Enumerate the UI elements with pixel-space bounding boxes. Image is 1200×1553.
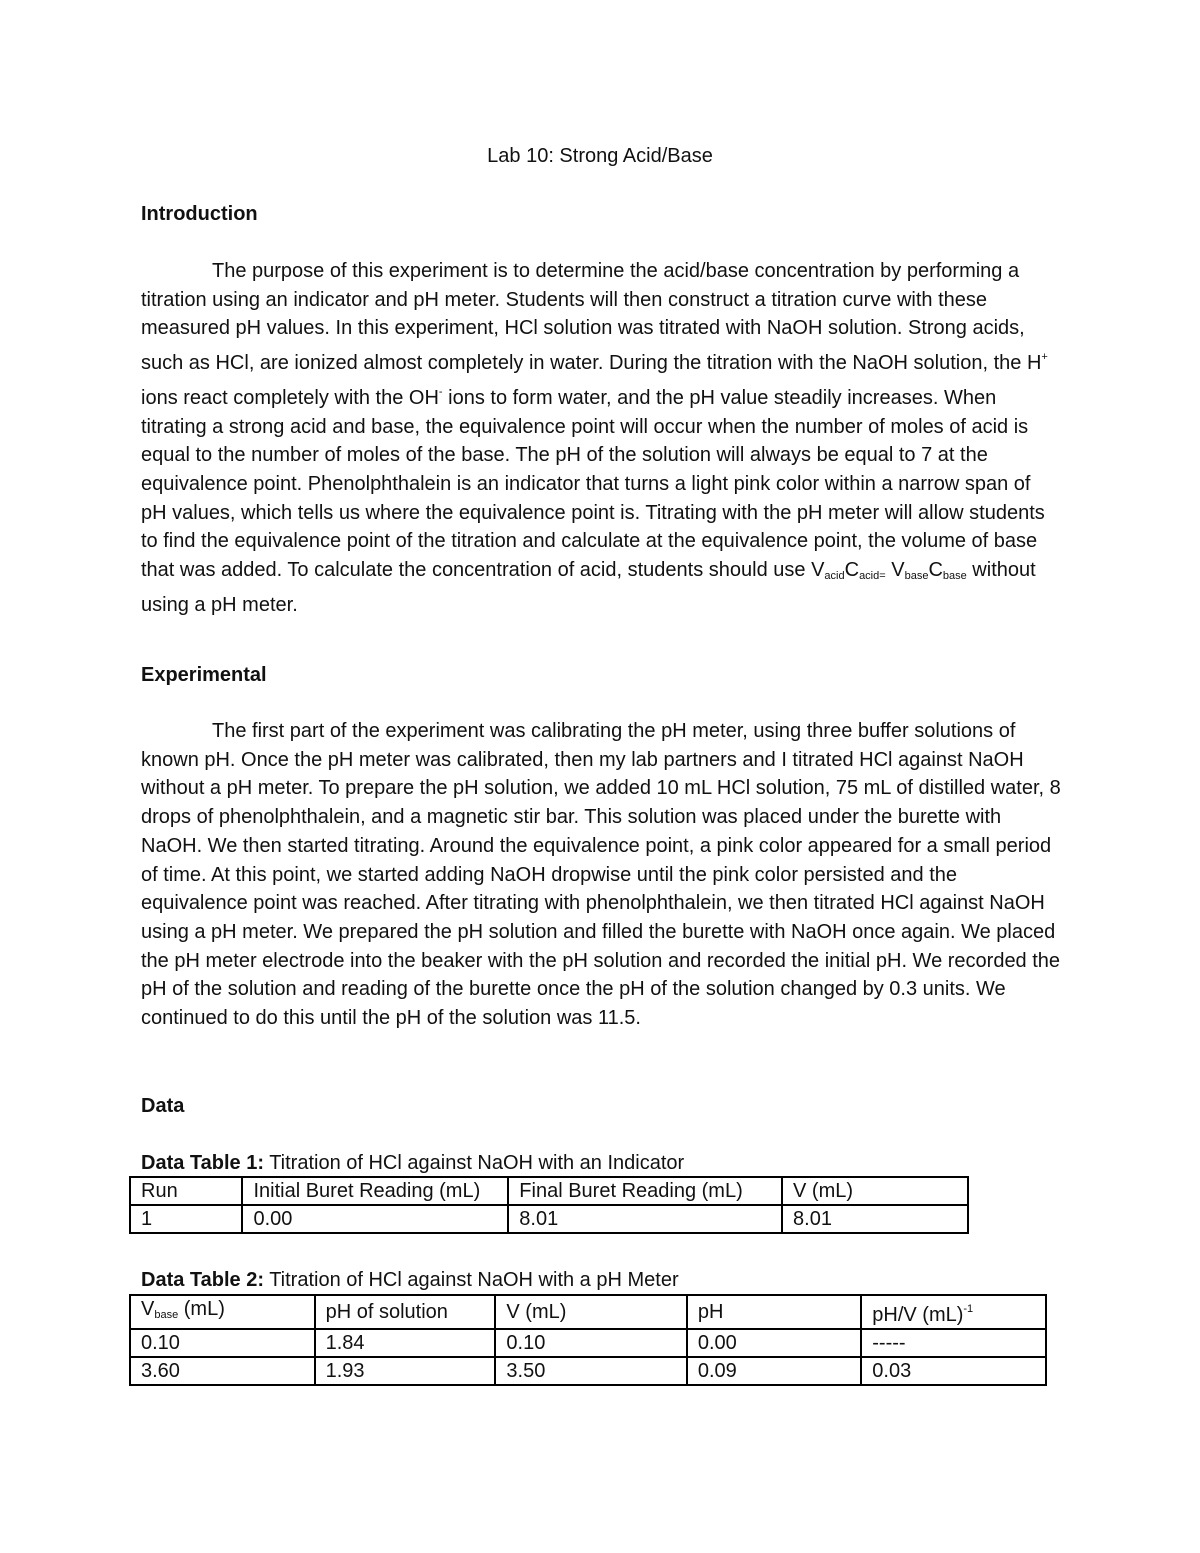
experimental-heading: Experimental: [141, 664, 267, 686]
table-row: [130, 1205, 968, 1233]
table-header-cell: pH: [687, 1295, 861, 1329]
eq-v-base: V: [885, 559, 905, 582]
table-header-cell: Initial Buret Reading (mL): [242, 1177, 508, 1205]
table-cell: 8.01: [508, 1205, 782, 1233]
table-cell: 0.00: [242, 1205, 508, 1233]
table2-caption-label: Data Table 2:: [141, 1269, 264, 1291]
table-header-row: [130, 1177, 968, 1205]
intro-text-3: ions to form water, and the pH value steadily increases. When titrating a strong acid and base, the equivalence point will occur when the number of moles of acid is equal to the number of moles of the base. The pH of the solution will always be equal to 7 at the equivalence point. Phenolphthalein is an indicator that turns a light pink color within a narrow span of pH values, which tells us where the equivalence point is. Titrating with the pH meter will allow students to find the equivalence point of the titration and calculate at the equivalence point, the volume of base that was added. To calculate the concentration of acid, students should use: [141, 386, 1045, 582]
table1-caption-label: Data Table 1:: [141, 1152, 264, 1174]
table-header-row: [130, 1295, 1046, 1329]
table-cell: 8.01: [782, 1205, 968, 1233]
table-header-cell: Final Buret Reading (mL): [508, 1177, 782, 1205]
table-cell: 0.03: [861, 1357, 1046, 1385]
intro-text-1: The purpose of this experiment is to determine the acid/base concentration by performing a titration using an indicator and pH meter. Students will then construct a titration curve with these measured pH values. In this experiment, HCl solution was titrated with NaOH solution. Strong acids, such as HCl, are ionized almost completely in water. During the titration with the NaOH solution, the H: [141, 260, 1042, 375]
table2-caption-text: Titration of HCl against NaOH with a pH Meter: [264, 1269, 679, 1291]
experimental-text: The first part of the experiment was calibrating the pH meter, using three buffer solutions of known pH. Once the pH meter was calibrated, then my lab partners and I titrated HCl against NaOH without a pH meter. To prepare the pH solution, we added 10 mL HCl solution, 75 mL of distilled water, 8 drops of phenolphthalein, and a magnetic stir bar. This solution was placed under the burette with NaOH. We then started titrating. Around the equivalence point, a pink color appeared for a small period of time. At this point, we started adding NaOH dropwise until the pink color persisted and the equivalence point was reached. After titrating with phenolphthalein, we then titrated HCl against NaOH using a pH meter. We prepared the pH solution and filled the burette with NaOH once again. We placed the pH meter electrode into the beaker with the pH solution and recorded the initial pH. We recorded the pH of the solution and reading of the burette once the pH of the solution changed by 0.3 units. We continued to do this until the pH of the solution was 11.5.: [141, 720, 1061, 1030]
table-cell: 1.84: [315, 1329, 496, 1357]
eq-sub-acid-1: acid: [824, 570, 845, 583]
data-table-1: [129, 1176, 969, 1234]
intro-text-2: ions react completely with the OH: [141, 386, 439, 409]
table-cell: 0.10: [130, 1329, 315, 1357]
table-header-cell: [130, 1295, 315, 1329]
table-header-cell: V (mL): [782, 1177, 968, 1205]
table-cell: 1: [130, 1205, 242, 1233]
table-cell: 0.10: [495, 1329, 686, 1357]
header-v-subscript: base: [154, 1309, 179, 1321]
table-cell: 3.50: [495, 1357, 686, 1385]
table-header-cell: V (mL): [495, 1295, 686, 1329]
table2-caption: [141, 1265, 679, 1295]
table-cell: 1.93: [315, 1357, 496, 1385]
eq-sub-base-1: base: [904, 570, 929, 583]
eq-sub-acid-2: acid=: [859, 570, 886, 583]
data-heading: Data: [141, 1095, 185, 1117]
table-cell: 0.00: [687, 1329, 861, 1357]
eq-c-base: C: [928, 559, 943, 582]
eq-v-acid: V: [811, 559, 825, 582]
header-ph-per-v-superscript: -1: [963, 1303, 974, 1315]
eq-sub-base-2: base: [942, 570, 967, 583]
h-plus-superscript: +: [1041, 351, 1048, 364]
introduction-heading: Introduction: [141, 203, 258, 225]
eq-c-acid: C: [844, 559, 860, 582]
table-cell: 3.60: [130, 1357, 315, 1385]
document-title: Lab 10: Strong Acid/Base: [487, 145, 713, 167]
table-cell: 0.09: [687, 1357, 861, 1385]
table1-caption-text: Titration of HCl against NaOH with an Indicator: [264, 1152, 685, 1174]
table-header-cell: pH of solution: [315, 1295, 496, 1329]
table-row: [130, 1357, 1046, 1385]
header-ph-per-v: pH/V (mL): [872, 1304, 964, 1326]
oh-minus-superscript: -: [438, 385, 443, 398]
table-header-cell: [861, 1295, 1046, 1329]
table-row: [130, 1329, 1046, 1357]
data-table-2: [129, 1294, 1047, 1386]
intro-text-4: without using a pH meter.: [141, 559, 1036, 616]
header-v-symbol: V: [141, 1298, 155, 1320]
header-v-unit: (mL): [178, 1298, 225, 1320]
equation: [811, 559, 967, 581]
table-cell: -----: [861, 1329, 1046, 1357]
table-header-cell: Run: [130, 1177, 242, 1205]
introduction-paragraph: [141, 257, 1061, 619]
experimental-paragraph: [141, 717, 1061, 1033]
table1-caption: [141, 1148, 684, 1178]
